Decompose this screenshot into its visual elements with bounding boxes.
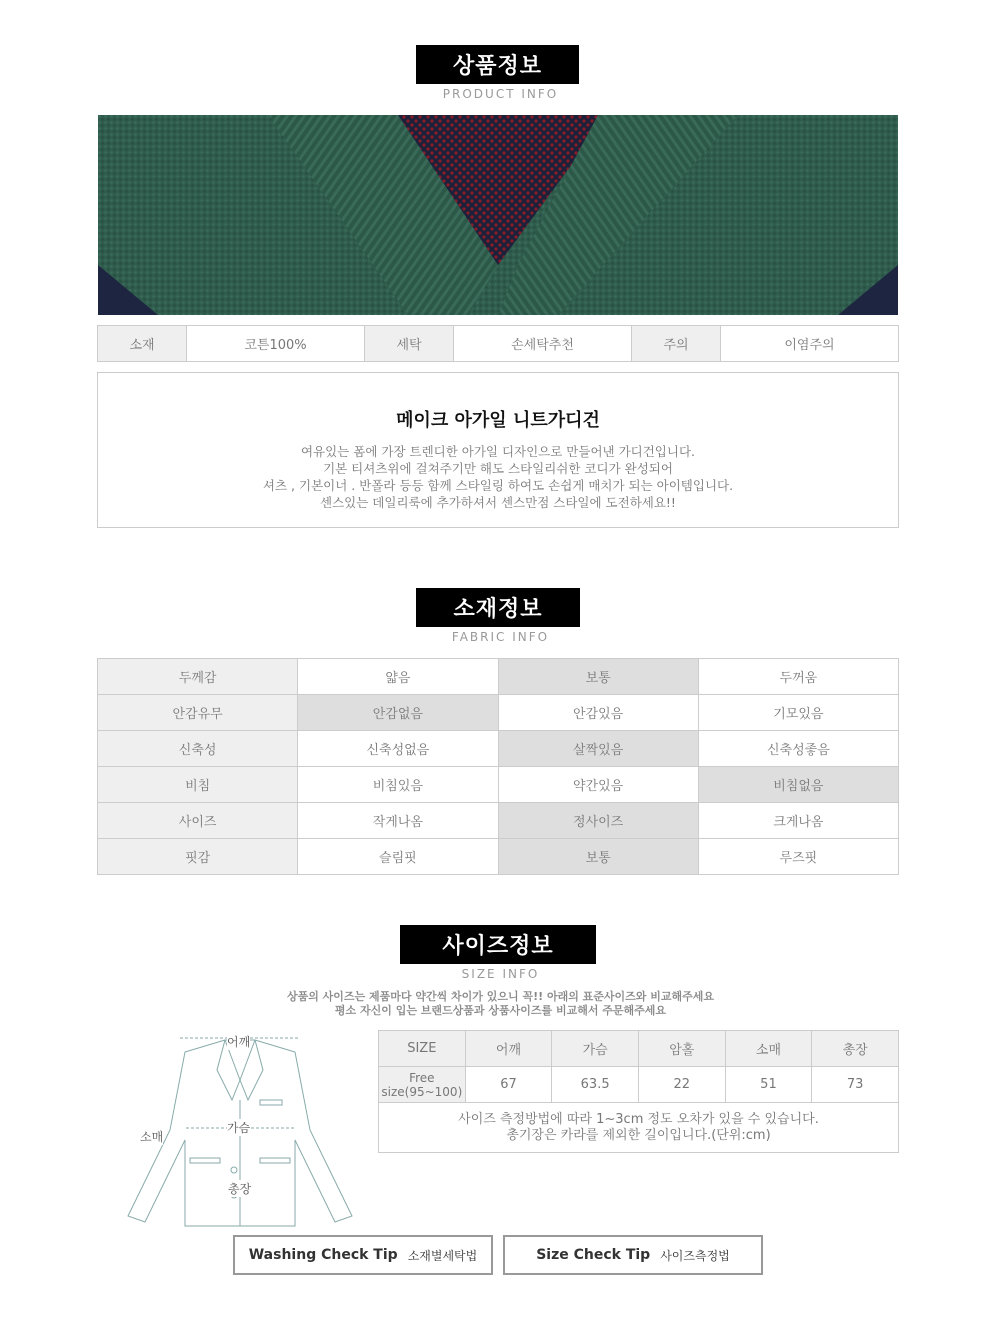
washing-tip-label: Washing Check Tip bbox=[248, 1247, 398, 1263]
fabric-option: 슬림핏 bbox=[298, 839, 498, 875]
size-header-cell: 가슴 bbox=[552, 1031, 639, 1067]
size-footnote bbox=[379, 1103, 899, 1153]
fabric-attribute-label: 비침 bbox=[98, 767, 298, 803]
fabric-row bbox=[98, 803, 899, 839]
size-header-cell: SIZE bbox=[379, 1031, 466, 1067]
fabric-row bbox=[98, 839, 899, 875]
washing-check-tip-button[interactable] bbox=[233, 1235, 493, 1275]
size-header-cell: 암홀 bbox=[638, 1031, 725, 1067]
size-table bbox=[378, 1030, 899, 1153]
size-table-footnote-row bbox=[379, 1103, 899, 1153]
fabric-option: 신축성좋음 bbox=[698, 731, 898, 767]
spec-value-material: 코튼100% bbox=[187, 326, 365, 361]
size-info-title: 사이즈정보 bbox=[400, 925, 596, 964]
fabric-option: 약간있음 bbox=[498, 767, 698, 803]
fabric-option: 얇음 bbox=[298, 659, 498, 695]
size-info-subtitle: SIZE INFO bbox=[461, 967, 540, 981]
size-value-cell: 67 bbox=[465, 1067, 552, 1103]
size-value-cell: 22 bbox=[638, 1067, 725, 1103]
fabric-option: 비침있음 bbox=[298, 767, 498, 803]
fabric-row bbox=[98, 659, 899, 695]
size-value-cell: 63.5 bbox=[552, 1067, 639, 1103]
description-line: 여유있는 폼에 가장 트렌디한 아가일 디자인으로 만들어낸 가디건입니다. bbox=[300, 444, 696, 459]
product-info-title: 상품정보 bbox=[416, 45, 579, 84]
size-name-cell bbox=[379, 1067, 466, 1103]
washing-tip-sublabel: 소재별세탁법 bbox=[407, 1248, 478, 1263]
fabric-attribute-label: 신축성 bbox=[98, 731, 298, 767]
fabric-attribute-label: 핏감 bbox=[98, 839, 298, 875]
product-info-subtitle: PRODUCT INFO bbox=[442, 87, 559, 101]
fabric-option: 작게나옴 bbox=[298, 803, 498, 839]
spec-label-washing: 세탁 bbox=[365, 326, 454, 361]
product-knit-photo bbox=[98, 115, 898, 315]
fabric-attribute-label: 안감유무 bbox=[98, 695, 298, 731]
fabric-info-table bbox=[97, 658, 899, 875]
size-table-header bbox=[379, 1031, 899, 1067]
fabric-row bbox=[98, 731, 899, 767]
size-notice bbox=[0, 990, 1001, 1018]
fabric-row bbox=[98, 767, 899, 803]
diagram-label-length: 총장 bbox=[228, 1182, 252, 1196]
size-check-tip-button[interactable] bbox=[503, 1235, 763, 1275]
size-tip-sublabel: 사이즈측정법 bbox=[660, 1248, 730, 1263]
size-tip-label: Size Check Tip bbox=[536, 1247, 651, 1263]
fabric-attribute-label: 두께감 bbox=[98, 659, 298, 695]
size-header-cell: 소매 bbox=[725, 1031, 812, 1067]
fabric-option-selected: 안감없음 bbox=[298, 695, 498, 731]
size-name-line: size(95~100) bbox=[381, 1084, 463, 1099]
jacket-size-diagram bbox=[120, 1030, 360, 1230]
size-header-cell: 총장 bbox=[812, 1031, 899, 1067]
product-name: 메이크 아가일 니트가디건 bbox=[396, 410, 600, 431]
spec-value-washing: 손세탁추천 bbox=[454, 326, 632, 361]
description-line: 센스있는 데일리룩에 추가하셔서 센스만점 스타일에 도전하세요!! bbox=[320, 495, 676, 510]
description-text bbox=[98, 443, 898, 511]
size-header-cell: 어깨 bbox=[465, 1031, 552, 1067]
size-footnote-line: 총기장은 카라를 제외한 길이입니다.(단위:cm) bbox=[506, 1127, 771, 1143]
spec-value-caution: 이염주의 bbox=[784, 338, 835, 353]
product-description bbox=[97, 372, 899, 528]
diagram-label-shoulder: 어깨 bbox=[227, 1035, 251, 1049]
size-notice-line: 평소 자신이 입는 브랜드상품과 상품사이즈를 비교해서 주문해주세요 bbox=[334, 1004, 667, 1017]
spec-label-caution: 주의 bbox=[632, 326, 721, 361]
fabric-option-selected: 정사이즈 bbox=[498, 803, 698, 839]
size-name-line: Free bbox=[409, 1070, 435, 1085]
fabric-row bbox=[98, 695, 899, 731]
size-footnote-line: 사이즈 측정방법에 따라 1~3cm 정도 오차가 있을 수 있습니다. bbox=[458, 1111, 819, 1127]
description-line: 기본 티셔츠위에 걸쳐주기만 해도 스타일리쉬한 코디가 완성되어 bbox=[323, 461, 673, 476]
fabric-info-title: 소재정보 bbox=[416, 588, 580, 627]
fabric-option: 루즈핏 bbox=[698, 839, 898, 875]
diagram-label-chest: 가슴 bbox=[227, 1121, 251, 1135]
fabric-info-subtitle: FABRIC INFO bbox=[451, 630, 550, 644]
spec-label-material: 소재 bbox=[98, 326, 187, 361]
description-line: 셔츠 , 기본이너 . 반폴라 등등 함께 스타일링 하여도 손쉽게 매치가 되는 아이템입니다. bbox=[262, 478, 734, 493]
fabric-option: 기모있음 bbox=[698, 695, 898, 731]
size-table-row bbox=[379, 1067, 899, 1103]
size-value-cell: 73 bbox=[812, 1067, 899, 1103]
product-spec-table bbox=[97, 325, 899, 362]
fabric-option: 안감있음 bbox=[498, 695, 698, 731]
fabric-option: 두꺼움 bbox=[698, 659, 898, 695]
fabric-option-selected: 보통 bbox=[498, 659, 698, 695]
fabric-option: 크게나옴 bbox=[698, 803, 898, 839]
size-value-cell: 51 bbox=[725, 1067, 812, 1103]
size-notice-line: 상품의 사이즈는 제품마다 약간씩 차이가 있으니 꼭!! 아래의 표준사이즈와 비교해주세요 bbox=[286, 990, 715, 1003]
diagram-label-sleeve: 소매 bbox=[140, 1130, 164, 1144]
fabric-option-selected: 비침없음 bbox=[698, 767, 898, 803]
fabric-option-selected: 살짝있음 bbox=[498, 731, 698, 767]
fabric-option: 신축성없음 bbox=[298, 731, 498, 767]
fabric-attribute-label: 사이즈 bbox=[98, 803, 298, 839]
fabric-option-selected: 보통 bbox=[498, 839, 698, 875]
